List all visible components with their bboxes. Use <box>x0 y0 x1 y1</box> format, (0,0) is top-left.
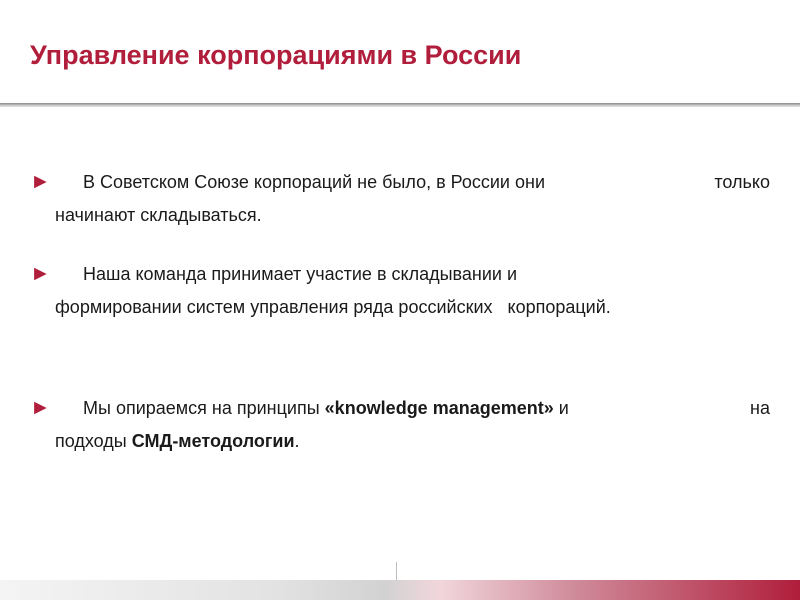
footer-gradient-bar <box>0 580 800 600</box>
bullet-line-1 <box>30 392 770 425</box>
bullet-text: подходы <box>55 431 132 451</box>
smd-methodology-term: СМД-методологии <box>131 431 295 451</box>
bullet-item-team-participation <box>30 258 770 324</box>
knowledge-management-term: «knowledge management» <box>324 398 554 418</box>
bullet-text-conjunction: и <box>553 398 569 418</box>
bullet-text-tail: только <box>714 172 770 192</box>
bullet-line-2: начинают складываться. <box>55 205 262 225</box>
slide-title: Управление корпорациями в России <box>30 40 522 70</box>
bullet-line-1 <box>30 258 770 291</box>
bullet-lead <box>30 258 517 291</box>
bullet-text: Мы опираемся на принципы <box>58 398 325 418</box>
bullet-line-2 <box>30 425 770 458</box>
bullet-text-end: . <box>294 431 300 451</box>
bullet-line-1 <box>30 166 770 199</box>
bullet-text: Наша команда принимает участие в складывании и <box>58 264 518 284</box>
bullet-lead <box>30 166 545 199</box>
bullet-text-tail: на <box>750 398 770 418</box>
bullet-text: В Советском Союзе корпораций не было, в России они <box>58 172 545 192</box>
bullet-arrow-icon: ► <box>30 262 51 285</box>
bullet-line-2: формировании систем управления ряда российских корпораций. <box>55 297 611 317</box>
bullet-arrow-icon: ► <box>30 170 51 193</box>
bullet-item-soviet-corporations <box>30 166 770 232</box>
bullet-lead <box>30 392 569 425</box>
bullet-item-principles <box>30 392 770 458</box>
footer-divider <box>396 562 397 582</box>
title-divider <box>0 103 800 107</box>
bullet-arrow-icon: ► <box>30 396 51 419</box>
